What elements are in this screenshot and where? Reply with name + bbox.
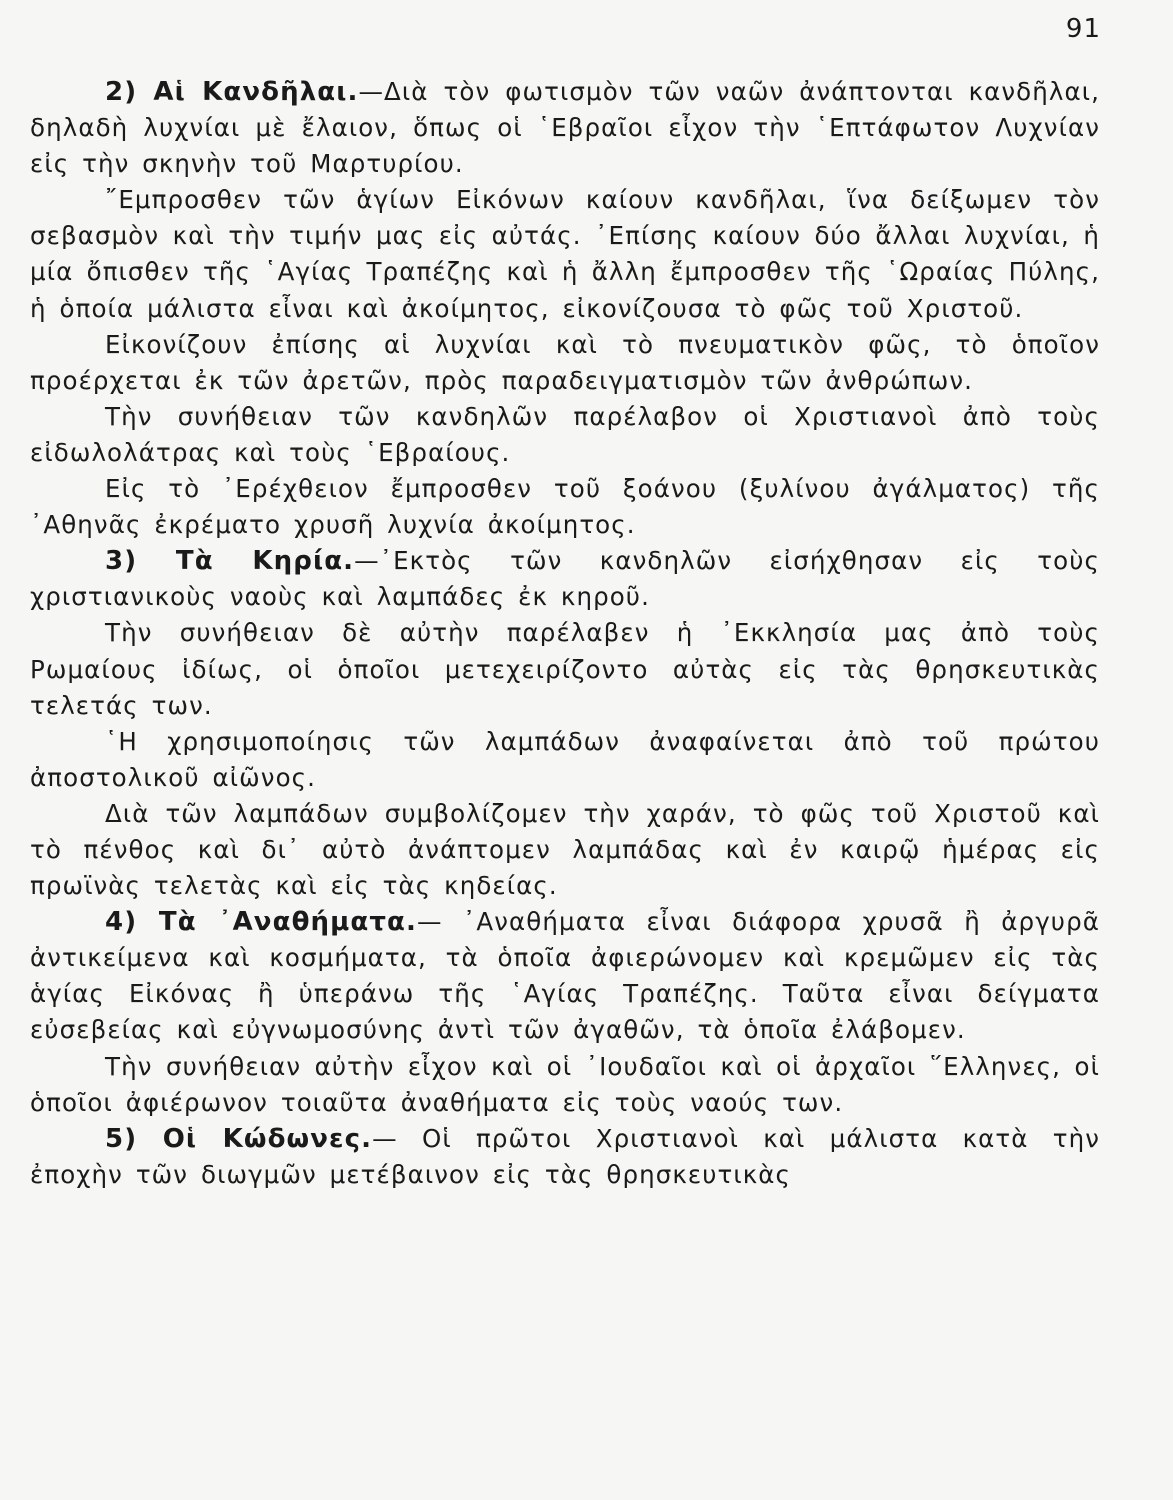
section-heading-bells: 5) Οἱ Κώδωνες. [105,1123,373,1154]
paragraph-text: Εἰκονίζουν ἐπίσης αἱ λυχνίαι καὶ τὸ πνευματικὸν φῶς, τὸ ὁποῖον προέρχεται ἐκ τῶν ἀρετῶν, πρὸς παραδειγματισμὸν τῶν ἀνθρώπων. [30,329,1100,395]
paragraph-wax-candles [30,543,1100,615]
paragraph-text: ῎Εμπροσθεν τῶν ἁγίων Εἰκόνων καίουν κανδῆλαι, ἵνα δείξωμεν τὸν σεβασμὸν καὶ τὴν τιμήν μας εἰς αὐτάς. ᾿Επίσης καίουν δύο ἄλλαι λυχνίαι, ἡ μία ὄπισθεν τῆς ῾Αγίας Τραπέζης καὶ ἡ ἄλλη ἔμπροσθεν τῆς ῾Ωραίας Πύλης, ἡ ὁποία μάλιστα εἶναι καὶ ἀκοίμητος, εἰκονίζουσα τὸ φῶς τοῦ Χριστοῦ. [30,185,1100,323]
paragraph [30,1049,1100,1121]
paragraph-text: Εἰς τὸ ᾿Ερέχθειον ἔμπροσθεν τοῦ ξοάνου (ξυλίνου ἀγάλματος) τῆς ᾿Αθηνᾶς ἐκρέματο χρυσῆ λυχνία ἀκοίμητος. [30,474,1100,540]
paragraph [30,615,1100,723]
paragraph-text: —Διὰ τὸν φωτισμὸν τῶν ναῶν ἀνάπτονται κανδῆλαι, δηλαδὴ λυχνίαι μὲ ἔλαιον, ὅπως οἱ ῾Εβραῖοι εἶχον τὴν ῾Επτάφωτον Λυχνίαν εἰς τὴν σκηνὴν τοῦ Μαρτυρίου. [30,77,1100,179]
paragraph [30,399,1100,471]
paragraph [30,724,1100,796]
page-text [30,74,1100,1193]
paragraph [30,327,1100,399]
paragraph-text: Διὰ τῶν λαμπάδων συμβολίζομεν τὴν χαράν, τὸ φῶς τοῦ Χριστοῦ καὶ τὸ πένθος καὶ δι᾿ αὐτὸ ἀνάπτομεν λαμπάδας καὶ ἐν καιρῷ ἡμέρας εἰς πρωϊνὰς τελετὰς καὶ εἰς τὰς κηδείας. [30,798,1100,901]
paragraph [30,796,1100,904]
page-number: 91 [1065,14,1101,44]
section-heading-wax-candles: 3) Τὰ Κηρία. [105,546,355,577]
section-heading-offerings: 4) Τὰ ᾿Αναθήματα. [105,907,417,938]
paragraph-text: —᾿Εκτὸς τῶν κανδηλῶν εἰσήχθησαν εἰς τοὺς χριστιανικοὺς ναοὺς καὶ λαμπάδες ἐκ κηροῦ. [30,546,1100,612]
section-heading-candles: 2) Αἱ Κανδῆλαι. [105,77,359,107]
paragraph-candles [30,74,1100,182]
paragraph [30,471,1100,543]
paragraph-text: — ᾿Αναθήματα εἶναι διάφορα χρυσᾶ ἢ ἀργυρᾶ ἀντικείμενα καὶ κοσμήματα, τὰ ὁποῖα ἀφιερώνομεν καὶ κρεμῶμεν εἰς τὰς ἁγίας Εἰκόνας ἢ ὑπεράνω τῆς ῾Αγίας Τραπέζης. Ταῦτα εἶναι δείγματα εὐσεβείας καὶ εὐγνωμοσύνης ἀντὶ τῶν ἀγαθῶν, τὰ ὁποῖα ἐλάβομεν. [30,907,1100,1045]
paragraph-offerings [30,904,1100,1048]
paragraph-text: Τὴν συνήθειαν δὲ αὐτὴν παρέλαβεν ἡ ᾿Εκκλησία μας ἀπὸ τοὺς Ρωμαίους ἰδίως, οἱ ὁποῖοι μετεχειρίζοντο αὐτὰς εἰς τὰς θρησκευτικὰς τελετάς των. [30,618,1100,720]
paragraph-text: Τὴν συνήθειαν τῶν κανδηλῶν παρέλαβον οἱ Χριστιανοὶ ἀπὸ τοὺς εἰδωλολάτρας καὶ τοὺς ῾Εβραίους. [30,401,1100,467]
paragraph-text: — Οἱ πρῶτοι Χριστιανοὶ καὶ μάλιστα κατὰ τὴν ἐποχὴν τῶν διωγμῶν μετέβαινον εἰς τὰς θρησκευτικὰς [30,1123,1100,1189]
paragraph-text: Τὴν συνήθειαν αὐτὴν εἶχον καὶ οἱ ᾿Ιουδαῖοι καὶ οἱ ἀρχαῖοι ῞Ελληνες, οἱ ὁποῖοι ἀφιέρωνον τοιαῦτα ἀναθήματα εἰς τοὺς ναούς των. [30,1051,1100,1117]
paragraph-text: ῾Η χρησιμοποίησις τῶν λαμπάδων ἀναφαίνεται ἀπὸ τοῦ πρώτου ἀποστολικοῦ αἰῶνος. [30,726,1100,792]
paragraph [30,182,1100,326]
paragraph-bells [30,1121,1100,1193]
